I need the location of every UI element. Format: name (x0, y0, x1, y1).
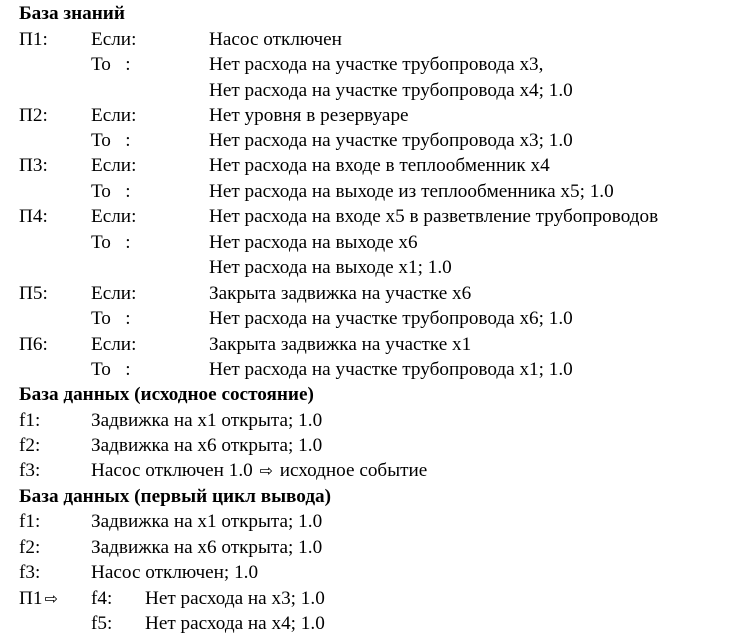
rule-6-condition: Закрыта задвижка на участке x1 (209, 334, 472, 355)
initial-fact-1-id: f1: (19, 410, 41, 431)
rule-3-then-keyword: То : (91, 181, 131, 202)
rule-3-if-row (0, 153, 741, 179)
initial-fact-2-id: f2: (19, 435, 41, 456)
rule-5-id: П5: (19, 283, 48, 304)
rule-1-then-row (0, 52, 741, 78)
cycle-fact-1-row (0, 509, 741, 535)
cycle-fact-2-row (0, 535, 741, 561)
cycle-fact-2-id: f2: (19, 537, 41, 558)
rule-4-then-row-2 (0, 255, 741, 281)
initial-fact-3-text: Насос отключен 1.0 (91, 460, 253, 481)
initial-db-title: База данных (исходное состояние) (19, 384, 314, 405)
right-arrow-icon: ⇨ (259, 461, 273, 480)
cycle-fact-3-text: Насос отключен; 1.0 (91, 562, 259, 583)
rule-2-condition: Нет уровня в резервуаре (209, 105, 409, 126)
rule-2-then-keyword: То : (91, 130, 131, 151)
derived-fact-5-id: f5: (91, 613, 113, 634)
rule-2-conclusion-1: Нет расхода на участке трубопровода x3; 1.0 (209, 130, 573, 151)
rule-3-id: П3: (19, 155, 48, 176)
rule-6-if-row (0, 332, 741, 358)
rule-4-condition: Нет расхода на входе x5 в разветвление трубопроводов (209, 206, 659, 227)
rule-4-then-row (0, 230, 741, 256)
cycle-fact-1-id: f1: (19, 511, 41, 532)
rule-6-then-row (0, 357, 741, 383)
rule-2-then-row (0, 128, 741, 154)
cycle-fact-1-text: Задвижка на x1 открыта; 1.0 (91, 511, 323, 532)
cycle-fact-3-row (0, 560, 741, 586)
initial-fact-3-suffix: исходное событие (279, 460, 428, 481)
rule-5-if-keyword: Если: (91, 283, 137, 304)
initial-fact-1-row (0, 408, 741, 434)
knowledge-base-title: База знаний (19, 3, 125, 24)
rule-5-then-row (0, 306, 741, 332)
rule-4-if-keyword: Если: (91, 206, 137, 227)
cycle-fact-2-text: Задвижка на x6 открыта; 1.0 (91, 537, 323, 558)
rule-4-then-keyword: То : (91, 232, 131, 253)
rule-6-if-keyword: Если: (91, 334, 137, 355)
initial-db-heading-row (0, 382, 741, 408)
derived-fact-5-text: Нет расхода на x4; 1.0 (145, 613, 325, 634)
initial-fact-2-row (0, 433, 741, 459)
rule-6-conclusion-1: Нет расхода на участке трубопровода x1; 1.0 (209, 359, 573, 380)
rule-4-if-row (0, 204, 741, 230)
rule-1-condition: Насос отключен (209, 29, 342, 50)
derived-fact-4-id: f4: (91, 588, 113, 609)
derived-rule-id: П1 (19, 588, 43, 609)
rule-1-then-row-2 (0, 78, 741, 104)
first-cycle-db-heading-row (0, 484, 741, 510)
rule-4-id: П4: (19, 206, 48, 227)
initial-fact-1-text: Задвижка на x1 открыта; 1.0 (91, 410, 323, 431)
rule-5-if-row (0, 281, 741, 307)
cycle-fact-3-id: f3: (19, 562, 41, 583)
initial-fact-3-content (91, 458, 427, 484)
derived-fact-4-row (0, 586, 741, 612)
rule-2-id: П2: (19, 105, 48, 126)
rule-6-then-keyword: То : (91, 359, 131, 380)
rule-1-conclusion-1: Нет расхода на участке трубопровода x3, (209, 54, 544, 75)
knowledge-base-heading-row (0, 1, 741, 27)
rule-5-then-keyword: То : (91, 308, 131, 329)
derived-rule-ref (19, 586, 60, 612)
rule-1-if-row (0, 27, 741, 53)
rule-4-conclusion-1: Нет расхода на выходе x6 (209, 232, 418, 253)
rule-2-if-keyword: Если: (91, 105, 137, 126)
first-cycle-db-title: База данных (первый цикл вывода) (19, 486, 332, 507)
rule-1-conclusion-2: Нет расхода на участке трубопровода x4; 1.0 (209, 80, 573, 101)
rule-3-condition: Нет расхода на входе в теплообменник x4 (209, 155, 550, 176)
derived-fact-5-row (0, 611, 741, 637)
right-arrow-icon: ⇨ (44, 589, 58, 608)
initial-fact-3-row (0, 458, 741, 484)
rule-3-if-keyword: Если: (91, 155, 137, 176)
rule-3-conclusion-1: Нет расхода на выходе из теплообменника x5; 1.0 (209, 181, 614, 202)
rule-1-id: П1: (19, 29, 48, 50)
rule-1-then-keyword: То : (91, 54, 131, 75)
rule-4-conclusion-2: Нет расхода на выходе x1; 1.0 (209, 257, 452, 278)
derived-fact-4-text: Нет расхода на x3; 1.0 (145, 588, 325, 609)
rule-5-conclusion-1: Нет расхода на участке трубопровода x6; 1.0 (209, 308, 573, 329)
rule-3-then-row (0, 179, 741, 205)
rule-1-if-keyword: Если: (91, 29, 137, 50)
initial-fact-3-id: f3: (19, 460, 41, 481)
rule-2-if-row (0, 103, 741, 129)
rule-6-id: П6: (19, 334, 48, 355)
rule-5-condition: Закрыта задвижка на участке x6 (209, 283, 472, 304)
initial-fact-2-text: Задвижка на x6 открыта; 1.0 (91, 435, 323, 456)
